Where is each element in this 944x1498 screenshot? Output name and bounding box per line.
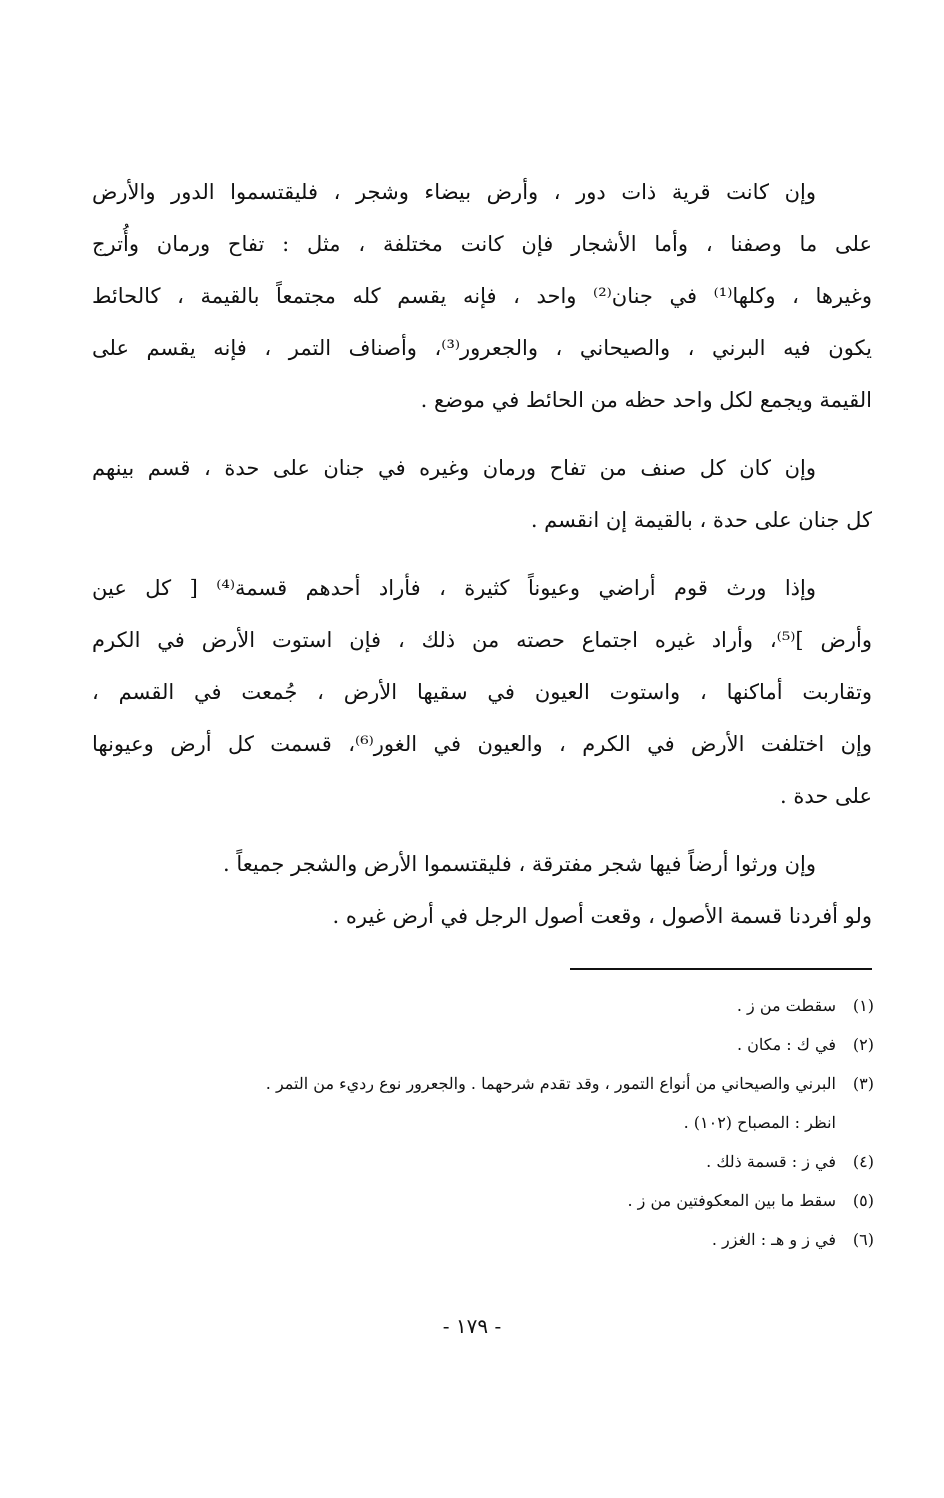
text-line: وتقاربت أماكنها ، واستوت العيون في سقيها الأرض ، جُمعت في القسم ، bbox=[92, 680, 872, 704]
main-text bbox=[92, 166, 872, 942]
footnote-number: (٦) bbox=[852, 1230, 874, 1249]
footnote-continuation bbox=[80, 1103, 874, 1142]
text-line: على ما وصفنا ، وأما الأشجار فإن كانت مختلفة ، مثل : تفاح ورمان وأُترج bbox=[92, 232, 872, 256]
footnote-text: في ز : قسمة ذلك . bbox=[706, 1152, 836, 1171]
text-line: وغيرها ، وكلها⁽¹⁾ في جنان⁽²⁾ واحد ، فإنه يقسم كله مجتمعاً بالقيمة ، كالحائط bbox=[92, 284, 872, 308]
footnote-text: سقطت من ز . bbox=[736, 996, 836, 1015]
text-line: على حدة . bbox=[779, 784, 872, 808]
text-line: القيمة ويجمع لكل واحد حظه من الحائط في موضع . bbox=[420, 388, 872, 412]
footnote-text: في ك : مكان . bbox=[736, 1035, 836, 1054]
footnote-number: (٣) bbox=[852, 1074, 874, 1093]
text-line: كل جنان على حدة ، بالقيمة إن انقسم . bbox=[530, 508, 872, 532]
footnote-number: (٤) bbox=[852, 1152, 874, 1171]
footnotes bbox=[80, 986, 874, 1259]
text-line: وإن كانت قرية ذات دور ، وأرض بيضاء وشجر ، فليقتسموا الدور والأرض bbox=[92, 180, 816, 204]
footnote bbox=[80, 1142, 874, 1181]
footnote-text: انظر : المصباح (١٠٢) . bbox=[683, 1113, 836, 1132]
text-line: وإن اختلفت الأرض في الكرم ، والعيون في الغور⁽⁶⁾، قسمت كل أرض وعيونها bbox=[92, 732, 872, 756]
text-line: وإن كان كل صنف من تفاح ورمان وغيره في جنان على حدة ، قسم بينهم bbox=[92, 456, 816, 480]
footnote bbox=[80, 986, 874, 1025]
footnote bbox=[80, 1064, 874, 1103]
footnote-number: (٥) bbox=[852, 1191, 874, 1210]
page-number: - ١٧٩ - bbox=[442, 1314, 502, 1338]
text-line: وإن ورثوا أرضاً فيها شجر مفترقة ، فليقتسموا الأرض والشجر جميعاً . bbox=[222, 852, 816, 876]
footnote-number: (٢) bbox=[852, 1035, 874, 1054]
text-line: وإذا ورث قوم أراضي وعيوناً كثيرة ، فأراد أحدهم قسمة⁽⁴⁾ [ كل عين bbox=[92, 576, 816, 600]
footnote bbox=[80, 1181, 874, 1220]
footnote bbox=[80, 1220, 874, 1259]
footnote bbox=[80, 1025, 874, 1064]
footnote-text: سقط ما بين المعكوفتين من ز . bbox=[627, 1191, 836, 1210]
footnote-divider bbox=[570, 968, 872, 970]
text-line: ولو أفردنا قسمة الأصول ، وقعت أصول الرجل في أرض غيره . bbox=[332, 904, 872, 928]
footnote-text: في ز و هـ : الغزر . bbox=[711, 1230, 836, 1249]
text-line: وأرض ]⁽⁵⁾، وأراد غيره اجتماع حصته من ذلك ، فإن استوت الأرض في الكرم bbox=[92, 628, 872, 652]
footnote-text: البرني والصيحاني من أنواع التمور ، وقد تقدم شرحهما . والجعرور نوع رديء من التمر . bbox=[265, 1074, 836, 1093]
text-line: يكون فيه البرني ، والصيحاني ، والجعرور⁽³⁾، وأصناف التمر ، فإنه يقسم على bbox=[92, 336, 872, 360]
footnote-number: (١) bbox=[852, 996, 874, 1015]
